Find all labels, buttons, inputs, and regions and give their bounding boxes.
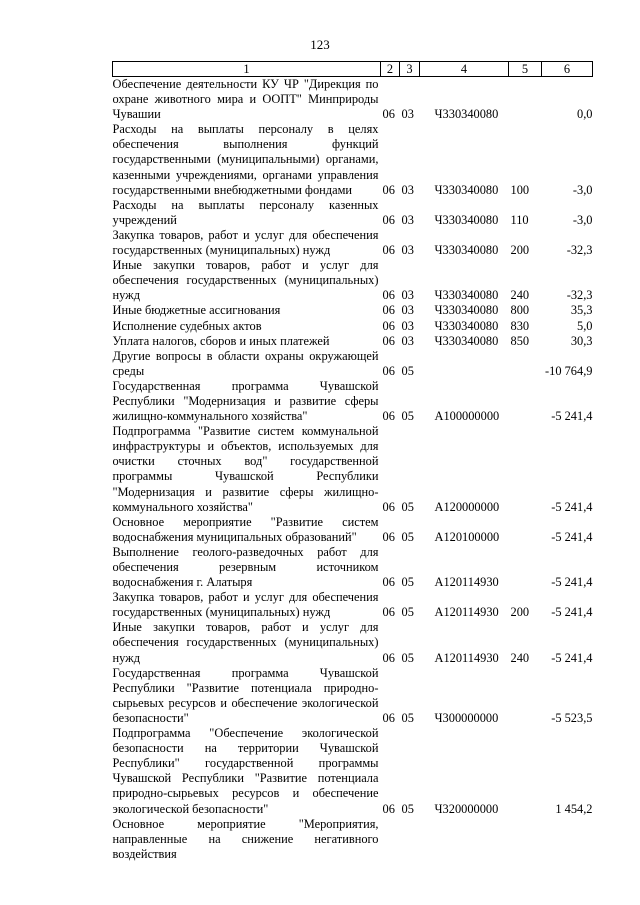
row-amount: 35,3 xyxy=(570,303,593,318)
row-name: Исполнение судебных актов xyxy=(112,318,262,333)
table-row xyxy=(113,620,593,665)
row-subsection: 05 xyxy=(401,529,414,544)
row-name: Выполнение геолого-разведочных работ для обеспечения резервным источником водоснабжения г. Алатыря xyxy=(112,544,379,590)
row-expense-type: 100 xyxy=(510,182,530,197)
page-number: 123 xyxy=(310,37,330,52)
row-name: Закупка товаров, работ и услуг для обеспечения государственных (муниципальных) нужд xyxy=(112,590,379,620)
table-header xyxy=(113,62,593,77)
row-name: Иные закупки товаров, работ и услуг для обеспечения государственных (муниципальных) нужд xyxy=(112,258,379,303)
row-target-article: Ч330340080 xyxy=(434,303,499,318)
header-col-1: 1 xyxy=(113,62,381,77)
row-expense-type xyxy=(509,545,542,590)
table-row xyxy=(113,379,593,424)
row-subsection: 03 xyxy=(401,288,414,303)
row-name: Подпрограмма "Обеспечение экологической безопасности на территории Чувашской Республики" государственной программы Чувашской Республики "Развитие потенциала природно-сырьевых ресурсов и обеспечение экологической безопасности" xyxy=(112,726,379,816)
row-section: 06 xyxy=(382,409,395,424)
row-target-article: Ч330340080 xyxy=(434,182,499,197)
row-target-article: Ч330340080 xyxy=(434,243,499,258)
row-amount: -5 241,4 xyxy=(551,605,593,620)
row-section: 06 xyxy=(382,499,395,514)
table-row xyxy=(113,319,593,334)
row-subsection: 05 xyxy=(401,710,414,725)
row-amount: -5 523,5 xyxy=(551,710,593,725)
table-row xyxy=(113,515,593,545)
row-section: 06 xyxy=(382,363,395,378)
row-expense-type xyxy=(509,666,542,726)
row-expense-type: 200 xyxy=(510,605,530,620)
row-subsection: 05 xyxy=(401,801,414,816)
row-expense-type: 200 xyxy=(510,243,530,258)
row-section: 06 xyxy=(382,575,395,590)
row-subsection: 05 xyxy=(401,575,414,590)
row-subsection: 03 xyxy=(401,107,414,122)
row-amount xyxy=(542,817,593,862)
row-subsection: 03 xyxy=(401,243,414,258)
row-amount: -5 241,4 xyxy=(551,529,593,544)
table-row xyxy=(113,545,593,590)
table-row xyxy=(113,77,593,123)
table-row xyxy=(113,817,593,862)
row-name: Подпрограмма "Развитие систем коммунальной инфраструктуры и объектов, используемых для очистки сточных вод" государственной программы Чувашской Республики "Модернизация и развитие сферы жилищно-коммунального хозяйства" xyxy=(112,424,379,514)
row-expense-type xyxy=(509,817,542,862)
row-subsection: 03 xyxy=(401,303,414,318)
header-col-6: 6 xyxy=(542,62,593,77)
row-target-article: Ч330340080 xyxy=(434,318,499,333)
table-row xyxy=(113,258,593,303)
row-name: Государственная программа Чувашской Республики "Модернизация и развитие сферы жилищно-коммунального хозяйства" xyxy=(112,378,379,424)
table-row xyxy=(113,424,593,515)
row-amount: -10 764,9 xyxy=(545,363,593,378)
row-section: 06 xyxy=(382,182,395,197)
row-section: 06 xyxy=(382,333,395,348)
row-section: 06 xyxy=(382,650,395,665)
row-expense-type: 830 xyxy=(510,318,530,333)
row-name: Иные закупки товаров, работ и услуг для обеспечения государственных (муниципальных) нужд xyxy=(112,620,379,665)
row-subsection: 03 xyxy=(401,333,414,348)
row-expense-type: 850 xyxy=(510,333,530,348)
row-name: Расходы на выплаты персоналу в целях обеспечения выполнения функций государственными (муниципальными) органами, казенными учреждениями, органами управления государственными внебюджетными фондами xyxy=(112,122,379,197)
row-target-article: Ч300000000 xyxy=(434,710,499,725)
table-body xyxy=(113,77,593,862)
header-col-5: 5 xyxy=(509,62,542,77)
header-col-2: 2 xyxy=(381,62,400,77)
row-section: 06 xyxy=(382,605,395,620)
row-amount: 30,3 xyxy=(570,333,593,348)
row-target-article: Ч330340080 xyxy=(434,212,499,227)
row-name: Обеспечение деятельности КУ ЧР "Дирекция по охране животного мира и ООПТ" Минприроды Чувашии xyxy=(112,77,379,122)
row-target-article: Ч330340080 xyxy=(434,107,499,122)
header-row xyxy=(113,62,593,77)
row-name: Уплата налогов, сборов и иных платежей xyxy=(112,333,330,348)
row-amount: -3,0 xyxy=(572,182,593,197)
table-row xyxy=(113,198,593,228)
row-subsection: 03 xyxy=(401,212,414,227)
row-amount: -32,3 xyxy=(566,243,593,258)
row-name: Расходы на выплаты персоналу казенных учреждений xyxy=(112,197,379,227)
row-section: 06 xyxy=(382,529,395,544)
budget-table xyxy=(112,61,593,862)
row-name: Основное мероприятие "Развитие систем водоснабжения муниципальных образований" xyxy=(112,514,379,544)
row-amount: -5 241,4 xyxy=(551,575,593,590)
table-row xyxy=(113,122,593,197)
row-subsection: 03 xyxy=(401,318,414,333)
row-subsection: 05 xyxy=(401,499,414,514)
row-expense-type xyxy=(509,349,542,379)
row-section: 06 xyxy=(382,318,395,333)
row-name: Государственная программа Чувашской Республики "Развитие потенциала природно-сырьевых ресурсов и обеспечение экологической безопасности" xyxy=(112,665,379,725)
table-row xyxy=(113,590,593,620)
row-expense-type: 110 xyxy=(510,212,529,227)
row-amount: -32,3 xyxy=(566,288,593,303)
table-row xyxy=(113,228,593,258)
table-row xyxy=(113,303,593,318)
row-subsection: 05 xyxy=(401,650,414,665)
row-expense-type: 240 xyxy=(510,288,530,303)
row-target-article: Ч330340080 xyxy=(434,333,499,348)
row-section xyxy=(381,817,400,862)
row-expense-type xyxy=(509,77,542,123)
header-col-4: 4 xyxy=(420,62,509,77)
row-name: Закупка товаров, работ и услуг для обеспечения государственных (муниципальных) нужд xyxy=(112,227,379,258)
row-target-article: Ч320000000 xyxy=(434,801,499,816)
row-amount: -5 241,4 xyxy=(551,650,593,665)
row-target-article: Ч330340080 xyxy=(434,288,499,303)
row-subsection: 03 xyxy=(401,182,414,197)
row-target-article xyxy=(420,349,509,379)
row-target-article: А120114930 xyxy=(434,575,499,590)
row-expense-type xyxy=(509,515,542,545)
row-subsection: 05 xyxy=(401,363,414,378)
table-row xyxy=(113,349,593,379)
row-section: 06 xyxy=(382,710,395,725)
row-section: 06 xyxy=(382,212,395,227)
row-name: Иные бюджетные ассигнования xyxy=(112,303,281,318)
row-section: 06 xyxy=(382,288,395,303)
row-section: 06 xyxy=(382,107,395,122)
row-section: 06 xyxy=(382,243,395,258)
row-subsection xyxy=(400,817,420,862)
row-expense-type xyxy=(509,379,542,424)
table-row xyxy=(113,334,593,349)
table-row xyxy=(113,726,593,817)
row-target-article: А120114930 xyxy=(434,605,499,620)
row-amount: -5 241,4 xyxy=(551,499,593,514)
row-subsection: 05 xyxy=(401,605,414,620)
row-target-article: А100000000 xyxy=(434,409,500,424)
row-target-article xyxy=(420,817,509,862)
row-expense-type xyxy=(509,726,542,817)
row-subsection: 05 xyxy=(401,409,414,424)
table-row xyxy=(113,666,593,726)
row-amount: -3,0 xyxy=(572,212,593,227)
row-name: Основное мероприятие "Мероприятия, направленные на снижение негативного воздействия xyxy=(112,816,379,861)
row-section: 06 xyxy=(382,801,395,816)
row-target-article: А120000000 xyxy=(434,499,500,514)
row-amount: 5,0 xyxy=(577,318,593,333)
row-expense-type xyxy=(509,424,542,515)
row-expense-type: 800 xyxy=(510,303,530,318)
row-section: 06 xyxy=(382,303,395,318)
row-expense-type: 240 xyxy=(510,650,530,665)
row-target-article: А120100000 xyxy=(434,529,500,544)
row-name: Другие вопросы в области охраны окружающей среды xyxy=(112,348,379,378)
row-target-article: А120114930 xyxy=(434,650,499,665)
header-col-3: 3 xyxy=(400,62,420,77)
row-amount: 1 454,2 xyxy=(555,801,593,816)
row-amount: 0,0 xyxy=(577,107,593,122)
row-amount: -5 241,4 xyxy=(551,409,593,424)
